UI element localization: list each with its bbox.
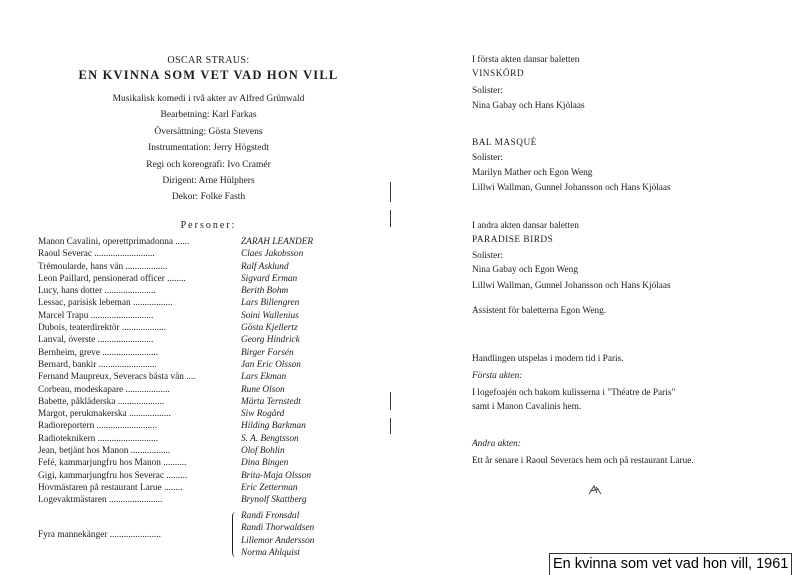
solists-names: Lillwi Wallman, Gunnel Johansson och Hans Kjölaas: [472, 183, 671, 193]
solists-label: Solister:: [472, 86, 503, 96]
cast-row: [38, 297, 378, 309]
solists-label: Solister:: [472, 153, 503, 163]
cast-role: Lessac, parisisk lebeman .................: [38, 298, 173, 309]
cast-actor: Olof Bohlin: [241, 446, 285, 457]
act-heading: Första akten:: [472, 371, 523, 381]
solists-names: Nina Gabay och Egon Weng: [472, 265, 578, 275]
cast-actor: Eric Zetterman: [241, 482, 298, 493]
act-description: I logefoajén och bakom kulisserna i "Théatre de Paris": [472, 388, 676, 398]
cast-role: Dubois, teaterdirektör ...................: [38, 323, 167, 334]
cast-actor: Birger Forsén: [241, 347, 294, 358]
composer-name: OSCAR STRAUS:: [167, 55, 250, 66]
ballet-intro: I andra akten dansar baletten: [472, 221, 579, 231]
cast-row: [38, 273, 378, 285]
credit-line: Musikalisk komedi i två akter av Alfred Grünwald: [112, 94, 305, 104]
cast-actor: Jan Eric Olsson: [241, 359, 301, 370]
cast-actor: Sigvard Erman: [241, 273, 298, 284]
image-caption: En kvinna som vet vad hon vill, 1961: [549, 553, 792, 575]
cast-actor: Randi Fronsdal: [241, 511, 300, 521]
cast-role: Jean, betjänt hos Manon .................: [38, 446, 171, 457]
cast-actor: Lars Billengren: [241, 298, 300, 309]
cast-row: [38, 310, 378, 322]
cast-role: Radioteknikern ..........................: [38, 433, 159, 444]
cast-row: [38, 420, 378, 432]
cast-role: Hovmästaren på restaurant Larue ........: [38, 482, 183, 493]
act-description: samt i Manon Cavalinis hem.: [472, 402, 582, 412]
personer-heading: Personer:: [180, 220, 237, 231]
cast-actor: ZARAH LEANDER: [241, 237, 314, 247]
cast-role: Fefé, kammarjungfru hos Manon ..........: [38, 458, 187, 469]
cast-actor: Siw Rogård: [241, 409, 285, 420]
cast-row: [38, 334, 378, 346]
cast-row: [38, 285, 378, 297]
solists-names: Nina Gabay och Hans Kjölaas: [472, 101, 585, 111]
cast-role: Gigi, kammarjungfru hos Severac .........: [38, 470, 188, 481]
cast-row: [38, 371, 378, 383]
mannekanger-group: [38, 510, 378, 560]
act-description: Ett år senare i Raoul Severacs hem och på restaurant Larue.: [472, 456, 694, 466]
signature-mark-icon: [587, 484, 603, 496]
ballet-assistant: Assistent för baletterna Egon Weng.: [472, 306, 607, 316]
cast-actor: Norma Ahlquist: [241, 547, 300, 558]
cast-actor: Soini Wallenius: [241, 310, 299, 321]
cast-actor: Hilding Barkman: [241, 421, 306, 432]
cast-role: Trémoularde, hans vän ..................: [38, 261, 168, 272]
credit-line: Bearbetning: Karl Farkas: [160, 110, 257, 121]
credit-line: Översättning: Gösta Stevens: [154, 126, 263, 137]
ballet-title: VINSKÖRD: [472, 69, 525, 79]
act-heading: Andra akten:: [472, 439, 521, 449]
credit-line: Regi och koreografi: Ivo Cramér: [146, 159, 271, 170]
cast-row: [38, 347, 378, 359]
credit-line: Instrumentation: Jerry Högstedt: [148, 143, 269, 154]
gutter-mark: [390, 392, 391, 410]
cast-row: [38, 248, 378, 260]
gutter-mark: [390, 182, 391, 202]
cast-role: Bernheim, greve ........................: [38, 347, 159, 358]
cast-role: Margot, perukmakerska ..................: [38, 409, 171, 420]
cast-row: [38, 457, 378, 469]
cast-row: [38, 396, 378, 408]
cast-row: [38, 359, 378, 371]
cast-role: Raoul Severac ..........................: [38, 249, 155, 260]
cast-actor: Gösta Kjellertz: [241, 323, 298, 334]
cast-row: [38, 322, 378, 334]
solists-label: Solister:: [472, 251, 503, 261]
cast-role: Fyra mannekänger ......................: [38, 530, 161, 540]
cast-actor: Georg Hindrick: [241, 335, 300, 346]
cast-actor: S. A. Bengtsson: [241, 433, 299, 444]
credits-list: [36, 91, 381, 206]
cast-row: [38, 261, 378, 273]
cast-role: Marcel Trapu ...........................: [38, 310, 154, 321]
gutter-mark: [390, 418, 391, 434]
cast-row: [38, 408, 378, 420]
cast-role: Corbeau, modeskapare ...................: [38, 384, 170, 395]
show-title: EN KVINNA SOM VET VAD HON VILL: [78, 68, 339, 82]
cast-row: [38, 494, 378, 506]
cast-list: [38, 236, 378, 507]
setting-text: Handlingen utspelas i modern tid i Paris.: [472, 354, 624, 364]
cast-role: Radioreportern ..........................: [38, 421, 158, 432]
cast-row: [38, 445, 378, 457]
solists-names: Marilyn Mather och Egon Weng: [472, 168, 593, 178]
cast-row: [38, 433, 378, 445]
cast-role: Logevaktmästaren .......................: [38, 495, 163, 506]
mannekanger-names: [241, 510, 314, 559]
cast-actor: Claes Jakobsson: [241, 249, 304, 260]
cast-role: Lucy, hans dotter ......................: [38, 286, 156, 297]
cast-row: [38, 236, 378, 248]
gutter-mark: [390, 210, 391, 227]
ballet-title: PARADISE BIRDS: [472, 235, 554, 245]
cast-actor: Märta Ternstedt: [241, 396, 301, 407]
cast-role: Lanval, överste ........................: [38, 335, 154, 346]
ballet-intro: I första akten dansar baletten: [472, 55, 580, 65]
cast-role: Bernard, bankir .........................: [38, 359, 157, 370]
cast-actor: Rune Olson: [241, 384, 285, 395]
solists-names: Lillwi Wallman, Gunnel Johansson och Hans Kjölaas: [472, 281, 671, 291]
brace-mark: [232, 512, 239, 557]
cast-role: Leon Paillard, pensionerad officer ........: [38, 273, 186, 284]
cast-row: [38, 384, 378, 396]
cast-actor: Ralf Asklund: [241, 261, 289, 272]
cast-actor: Brita-Maja Olsson: [241, 470, 311, 481]
cast-actor: Dina Bingen: [241, 458, 289, 469]
ballet-title: BAL MASQUÉ: [472, 138, 537, 148]
cast-actor: Berith Bohm: [241, 286, 289, 297]
cast-actor: Lars Ekman: [241, 372, 287, 383]
cast-actor: Lillemor Andersson: [241, 535, 315, 546]
cast-role: Fernand Maupreux, Severacs bästa vän ....: [38, 372, 196, 383]
cast-row: [38, 482, 378, 494]
cast-row: [38, 470, 378, 482]
cast-role: Manon Cavalini, operettprimadonna ......: [38, 237, 190, 247]
cast-actor: Brynolf Skattberg: [241, 495, 307, 506]
cast-actor: Randi Thorwaldsen: [241, 523, 315, 534]
credit-line: Dirigent: Arne Hülphers: [162, 175, 255, 186]
cast-role: Babette, påkläderska ....................: [38, 396, 165, 407]
credit-line: Dekor: Folke Fasth: [171, 192, 246, 203]
